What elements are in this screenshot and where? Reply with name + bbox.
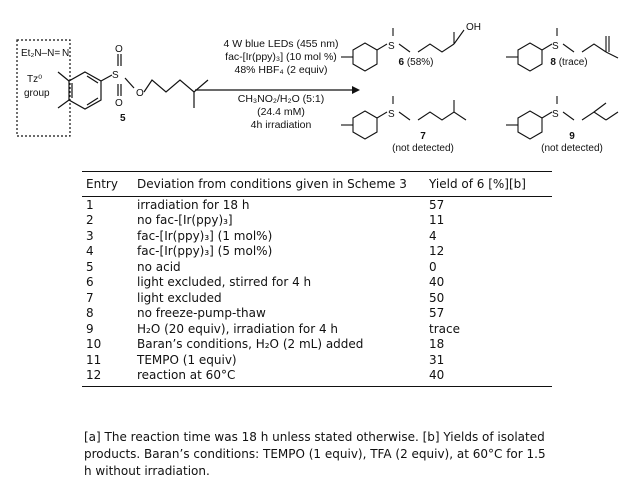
row-entry: 8 bbox=[86, 306, 94, 321]
table-row bbox=[82, 213, 552, 229]
product-8-label: 8 (trace) bbox=[550, 57, 588, 68]
product-6-label: 6 (58%) bbox=[398, 57, 434, 68]
row-yield: 4 bbox=[429, 228, 437, 243]
table-header-row bbox=[82, 172, 552, 197]
table-row bbox=[82, 352, 552, 368]
conditions-above-arrow bbox=[196, 38, 366, 77]
conditions-below-arrow bbox=[196, 93, 366, 132]
reactant-number: 5 bbox=[120, 113, 126, 124]
table-row bbox=[82, 290, 552, 306]
table-row bbox=[82, 275, 552, 291]
optimization-table bbox=[82, 171, 552, 387]
row-yield: 12 bbox=[429, 244, 445, 259]
svg-text:O: O bbox=[115, 98, 123, 109]
row-yield: 18 bbox=[429, 337, 445, 352]
row-yield: trace bbox=[429, 321, 460, 336]
row-deviation: reaction at 60°C bbox=[137, 368, 429, 387]
condition-light: 4 W blue LEDs (455 nm) bbox=[223, 38, 339, 50]
condition-acid: 48% HBF₄ (2 equiv) bbox=[234, 64, 328, 76]
row-deviation: fac-[Ir(ppy)₃] (1 mol%) bbox=[137, 228, 273, 243]
header-deviation: Deviation from conditions given in Scheme 3 bbox=[137, 172, 429, 197]
svg-text:N: N bbox=[62, 48, 70, 59]
product-9-label: 9 (not detected) bbox=[541, 131, 603, 154]
table-row bbox=[82, 337, 552, 353]
group-word: group bbox=[24, 88, 50, 99]
svg-text:S: S bbox=[552, 41, 559, 52]
row-entry: 9 bbox=[86, 321, 94, 336]
row-entry: 6 bbox=[86, 275, 94, 290]
table-row bbox=[82, 306, 552, 322]
table-row bbox=[82, 228, 552, 244]
row-entry: 3 bbox=[86, 228, 94, 243]
table-footnote: [a] The reaction time was 18 h unless stated otherwise. [b] Yields of isolated products. Baran’s conditions: TEMPO (1 equiv), TFA (2 equiv), at 60°C for 1.5 h without irradiation. bbox=[84, 430, 546, 478]
row-deviation: TEMPO (1 equiv) bbox=[137, 352, 237, 367]
row-deviation: fac-[Ir(ppy)₃] (5 mol%) bbox=[137, 244, 273, 259]
row-yield: 50 bbox=[429, 290, 445, 305]
row-yield: 31 bbox=[429, 352, 445, 367]
row-deviation: irradiation for 18 h bbox=[137, 197, 250, 212]
row-entry: 5 bbox=[86, 259, 94, 274]
condition-time: 4h irradiation bbox=[250, 119, 312, 131]
row-deviation: no fac-[Ir(ppy)₃] bbox=[137, 213, 233, 228]
table-row bbox=[82, 244, 552, 260]
sulfur-label: S bbox=[112, 70, 119, 81]
condition-catalyst: fac-[Ir(ppy)₃] (10 mol %) bbox=[225, 51, 337, 63]
table-row bbox=[82, 259, 552, 275]
svg-text:S: S bbox=[388, 109, 395, 120]
hydroxyl-label: OH bbox=[466, 22, 481, 33]
row-yield: 40 bbox=[429, 275, 445, 290]
table-row bbox=[82, 321, 552, 337]
row-entry: 1 bbox=[86, 197, 94, 212]
row-entry: 12 bbox=[82, 368, 137, 387]
row-yield: 57 bbox=[429, 306, 445, 321]
row-entry: 10 bbox=[86, 337, 102, 352]
svg-text:O: O bbox=[136, 88, 144, 99]
reactant-benzene-ring bbox=[69, 72, 101, 109]
row-entry: 7 bbox=[86, 290, 94, 305]
tz-group-label: Tz⁰ bbox=[27, 74, 43, 85]
product-7-label: 7 (not detected) bbox=[392, 131, 454, 154]
row-deviation: no freeze-pump-thaw bbox=[137, 306, 266, 321]
table-row bbox=[82, 197, 552, 213]
row-deviation: light excluded, stirred for 4 h bbox=[137, 275, 312, 290]
header-yield: Yield of 6 [%][b] bbox=[429, 172, 552, 197]
row-deviation: no acid bbox=[137, 259, 181, 274]
row-yield: 11 bbox=[429, 213, 445, 228]
svg-text:S: S bbox=[388, 41, 395, 52]
row-entry: 2 bbox=[86, 213, 94, 228]
row-yield: 40 bbox=[429, 368, 552, 387]
row-yield: 0 bbox=[429, 259, 437, 274]
row-entry: 4 bbox=[86, 244, 94, 259]
row-deviation: Baran’s conditions, H₂O (2 mL) added bbox=[137, 337, 364, 352]
product-atom-labels bbox=[388, 22, 559, 120]
row-yield: 57 bbox=[429, 197, 445, 212]
svg-text:O: O bbox=[115, 44, 123, 55]
product-structures bbox=[341, 28, 618, 139]
tz-reagent-label: Et₂N–N= bbox=[21, 48, 61, 59]
header-entry: Entry bbox=[82, 172, 137, 197]
svg-text:S: S bbox=[552, 109, 559, 120]
row-deviation: light excluded bbox=[137, 290, 222, 305]
condition-concentration: (24.4 mM) bbox=[257, 106, 305, 118]
row-deviation: H₂O (20 equiv), irradiation for 4 h bbox=[137, 321, 339, 336]
row-entry: 11 bbox=[86, 352, 102, 367]
table-body bbox=[82, 197, 552, 387]
table-row bbox=[82, 368, 552, 387]
condition-solvent: CH₃NO₂/H₂O (5:1) bbox=[237, 93, 325, 105]
